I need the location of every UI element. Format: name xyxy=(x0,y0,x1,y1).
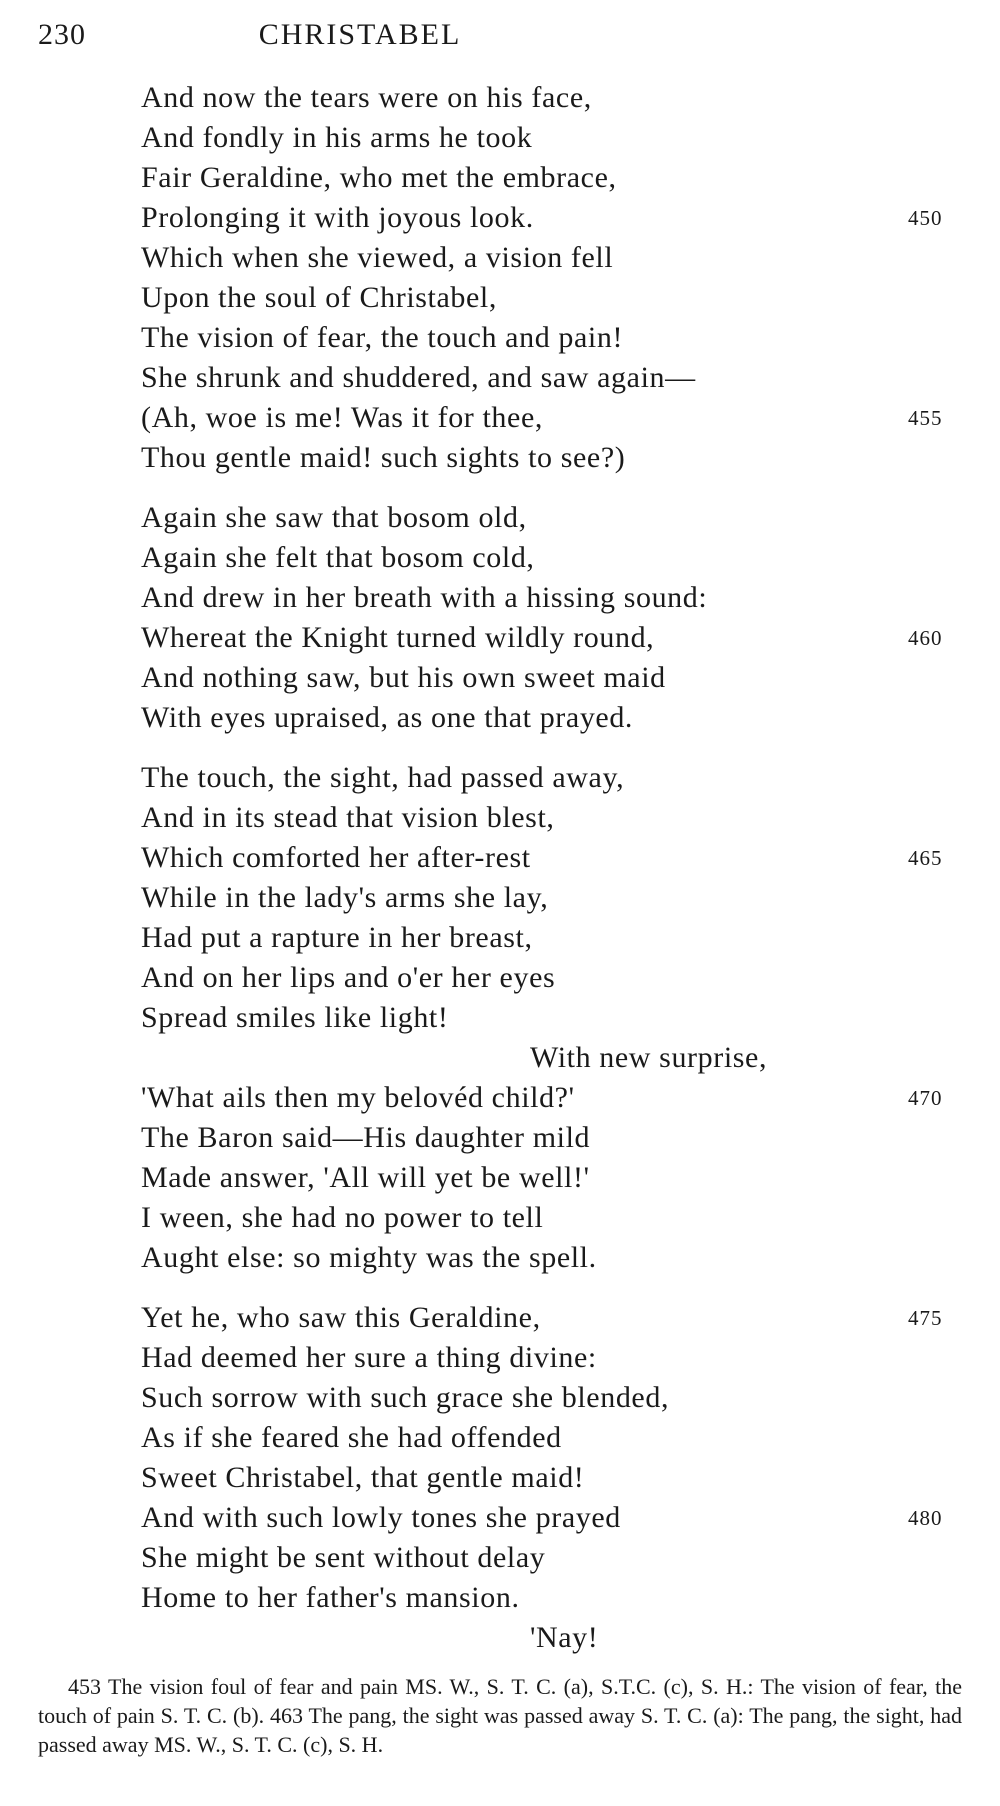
verse-line xyxy=(0,1238,1000,1278)
verse-line xyxy=(0,998,1000,1038)
stanza-break xyxy=(0,1278,1000,1298)
verse-text: She shrunk and shuddered, and saw again— xyxy=(141,361,696,394)
verse-line xyxy=(0,618,1000,658)
verse-text: The touch, the sight, had passed away, xyxy=(141,761,625,794)
verse-line xyxy=(0,498,1000,538)
verse-text: She might be sent without delay xyxy=(141,1541,546,1574)
line-number: 465 xyxy=(908,846,943,870)
verse-text: Had deemed her sure a thing divine: xyxy=(141,1341,597,1374)
verse-text: Aught else: so mighty was the spell. xyxy=(141,1241,597,1274)
verse-text: Thou gentle maid! such sights to see?) xyxy=(141,441,626,474)
verse-text: While in the lady's arms she lay, xyxy=(141,881,549,914)
verse-text: Spread smiles like light! xyxy=(141,1001,449,1034)
page-number: 230 xyxy=(38,18,86,51)
line-number: 475 xyxy=(908,1306,943,1330)
verse-text: Yet he, who saw this Geraldine, xyxy=(141,1301,541,1334)
page-header xyxy=(0,18,1000,68)
verse-line xyxy=(0,1578,1000,1618)
stanza-break xyxy=(0,478,1000,498)
verse-text: And with such lowly tones she prayed xyxy=(141,1501,621,1534)
line-number: 450 xyxy=(908,206,943,230)
verse-line xyxy=(0,758,1000,798)
verse-text: Which comforted her after-rest xyxy=(141,841,531,874)
verse-text: And drew in her breath with a hissing sound: xyxy=(141,581,708,614)
verse-text: And in its stead that vision blest, xyxy=(141,801,555,834)
line-number: 455 xyxy=(908,406,943,430)
verse-line xyxy=(0,1338,1000,1378)
verse-line xyxy=(0,78,1000,118)
verse-line xyxy=(0,918,1000,958)
verse-line xyxy=(0,1618,1000,1658)
footnote xyxy=(38,1672,962,1759)
verse-text: Home to her father's mansion. xyxy=(141,1581,520,1614)
verse-line xyxy=(0,278,1000,318)
verse-text: Made answer, 'All will yet be well!' xyxy=(141,1161,590,1194)
verse-line xyxy=(0,838,1000,878)
footnotes xyxy=(38,1672,962,1759)
verse-text: As if she feared she had offended xyxy=(141,1421,562,1454)
verse-text: Which when she viewed, a vision fell xyxy=(141,241,614,274)
verse-line xyxy=(0,358,1000,398)
running-title: CHRISTABEL xyxy=(258,18,462,51)
line-number: 460 xyxy=(908,626,943,650)
verse-line xyxy=(0,1378,1000,1418)
verse-line xyxy=(0,1198,1000,1238)
poem-body xyxy=(0,78,1000,1658)
footnote-text: The pang, the sight was passed away S. T. C. (a): The pang, the sight, had passed away MS. W., S. T. C. (c), S. H. xyxy=(38,1703,962,1757)
verse-line xyxy=(0,318,1000,358)
verse-text: The Baron said—His daughter mild xyxy=(141,1121,591,1154)
verse-text: Sweet Christabel, that gentle maid! xyxy=(141,1461,585,1494)
verse-line xyxy=(0,198,1000,238)
verse-line xyxy=(0,1538,1000,1578)
verse-text: With new surprise, xyxy=(530,1041,768,1074)
line-number: 470 xyxy=(908,1086,943,1110)
verse-text: And on her lips and o'er her eyes xyxy=(141,961,556,994)
verse-line xyxy=(0,658,1000,698)
verse-text: With eyes upraised, as one that prayed. xyxy=(141,701,634,734)
line-number: 480 xyxy=(908,1506,943,1530)
verse-text: Again she saw that bosom old, xyxy=(141,501,527,534)
verse-line xyxy=(0,118,1000,158)
footnote-text: The vision foul of fear and pain MS. W., S. T. C. (a), S.T.C. (c), S. H.: The vision of fear, the touch of pain S. T. C. (b). xyxy=(38,1674,963,1728)
verse-line xyxy=(0,1418,1000,1458)
verse-line xyxy=(0,1118,1000,1158)
verse-line xyxy=(0,878,1000,918)
verse-line xyxy=(0,438,1000,478)
verse-line xyxy=(0,538,1000,578)
verse-text: Had put a rapture in her breast, xyxy=(141,921,533,954)
verse-line xyxy=(0,1078,1000,1118)
verse-text: Upon the soul of Christabel, xyxy=(141,281,497,314)
verse-line xyxy=(0,698,1000,738)
verse-text: Such sorrow with such grace she blended, xyxy=(141,1381,670,1414)
verse-text: Fair Geraldine, who met the embrace, xyxy=(141,161,617,194)
verse-text: Again she felt that bosom cold, xyxy=(141,541,535,574)
verse-text: I ween, she had no power to tell xyxy=(141,1201,544,1234)
verse-line xyxy=(0,958,1000,998)
verse-text: Prolonging it with joyous look. xyxy=(141,201,534,234)
verse-line xyxy=(0,238,1000,278)
footnote-line-number: 463 xyxy=(270,1703,304,1728)
verse-line xyxy=(0,1298,1000,1338)
verse-line xyxy=(0,1458,1000,1498)
verse-text: The vision of fear, the touch and pain! xyxy=(141,321,624,354)
verse-text: Whereat the Knight turned wildly round, xyxy=(141,621,655,654)
verse-line xyxy=(0,158,1000,198)
verse-line xyxy=(0,398,1000,438)
verse-line xyxy=(0,1498,1000,1538)
verse-line xyxy=(0,1038,1000,1078)
verse-line xyxy=(0,578,1000,618)
verse-text: 'Nay! xyxy=(530,1621,599,1654)
verse-text: 'What ails then my belovéd child?' xyxy=(141,1081,575,1114)
verse-line xyxy=(0,798,1000,838)
verse-text: (Ah, woe is me! Was it for thee, xyxy=(141,401,543,434)
verse-text: And fondly in his arms he took xyxy=(141,121,533,154)
verse-line xyxy=(0,1158,1000,1198)
stanza-break xyxy=(0,738,1000,758)
footnote-line-number: 453 xyxy=(68,1674,101,1699)
verse-text: And now the tears were on his face, xyxy=(141,81,592,114)
verse-text: And nothing saw, but his own sweet maid xyxy=(141,661,666,694)
